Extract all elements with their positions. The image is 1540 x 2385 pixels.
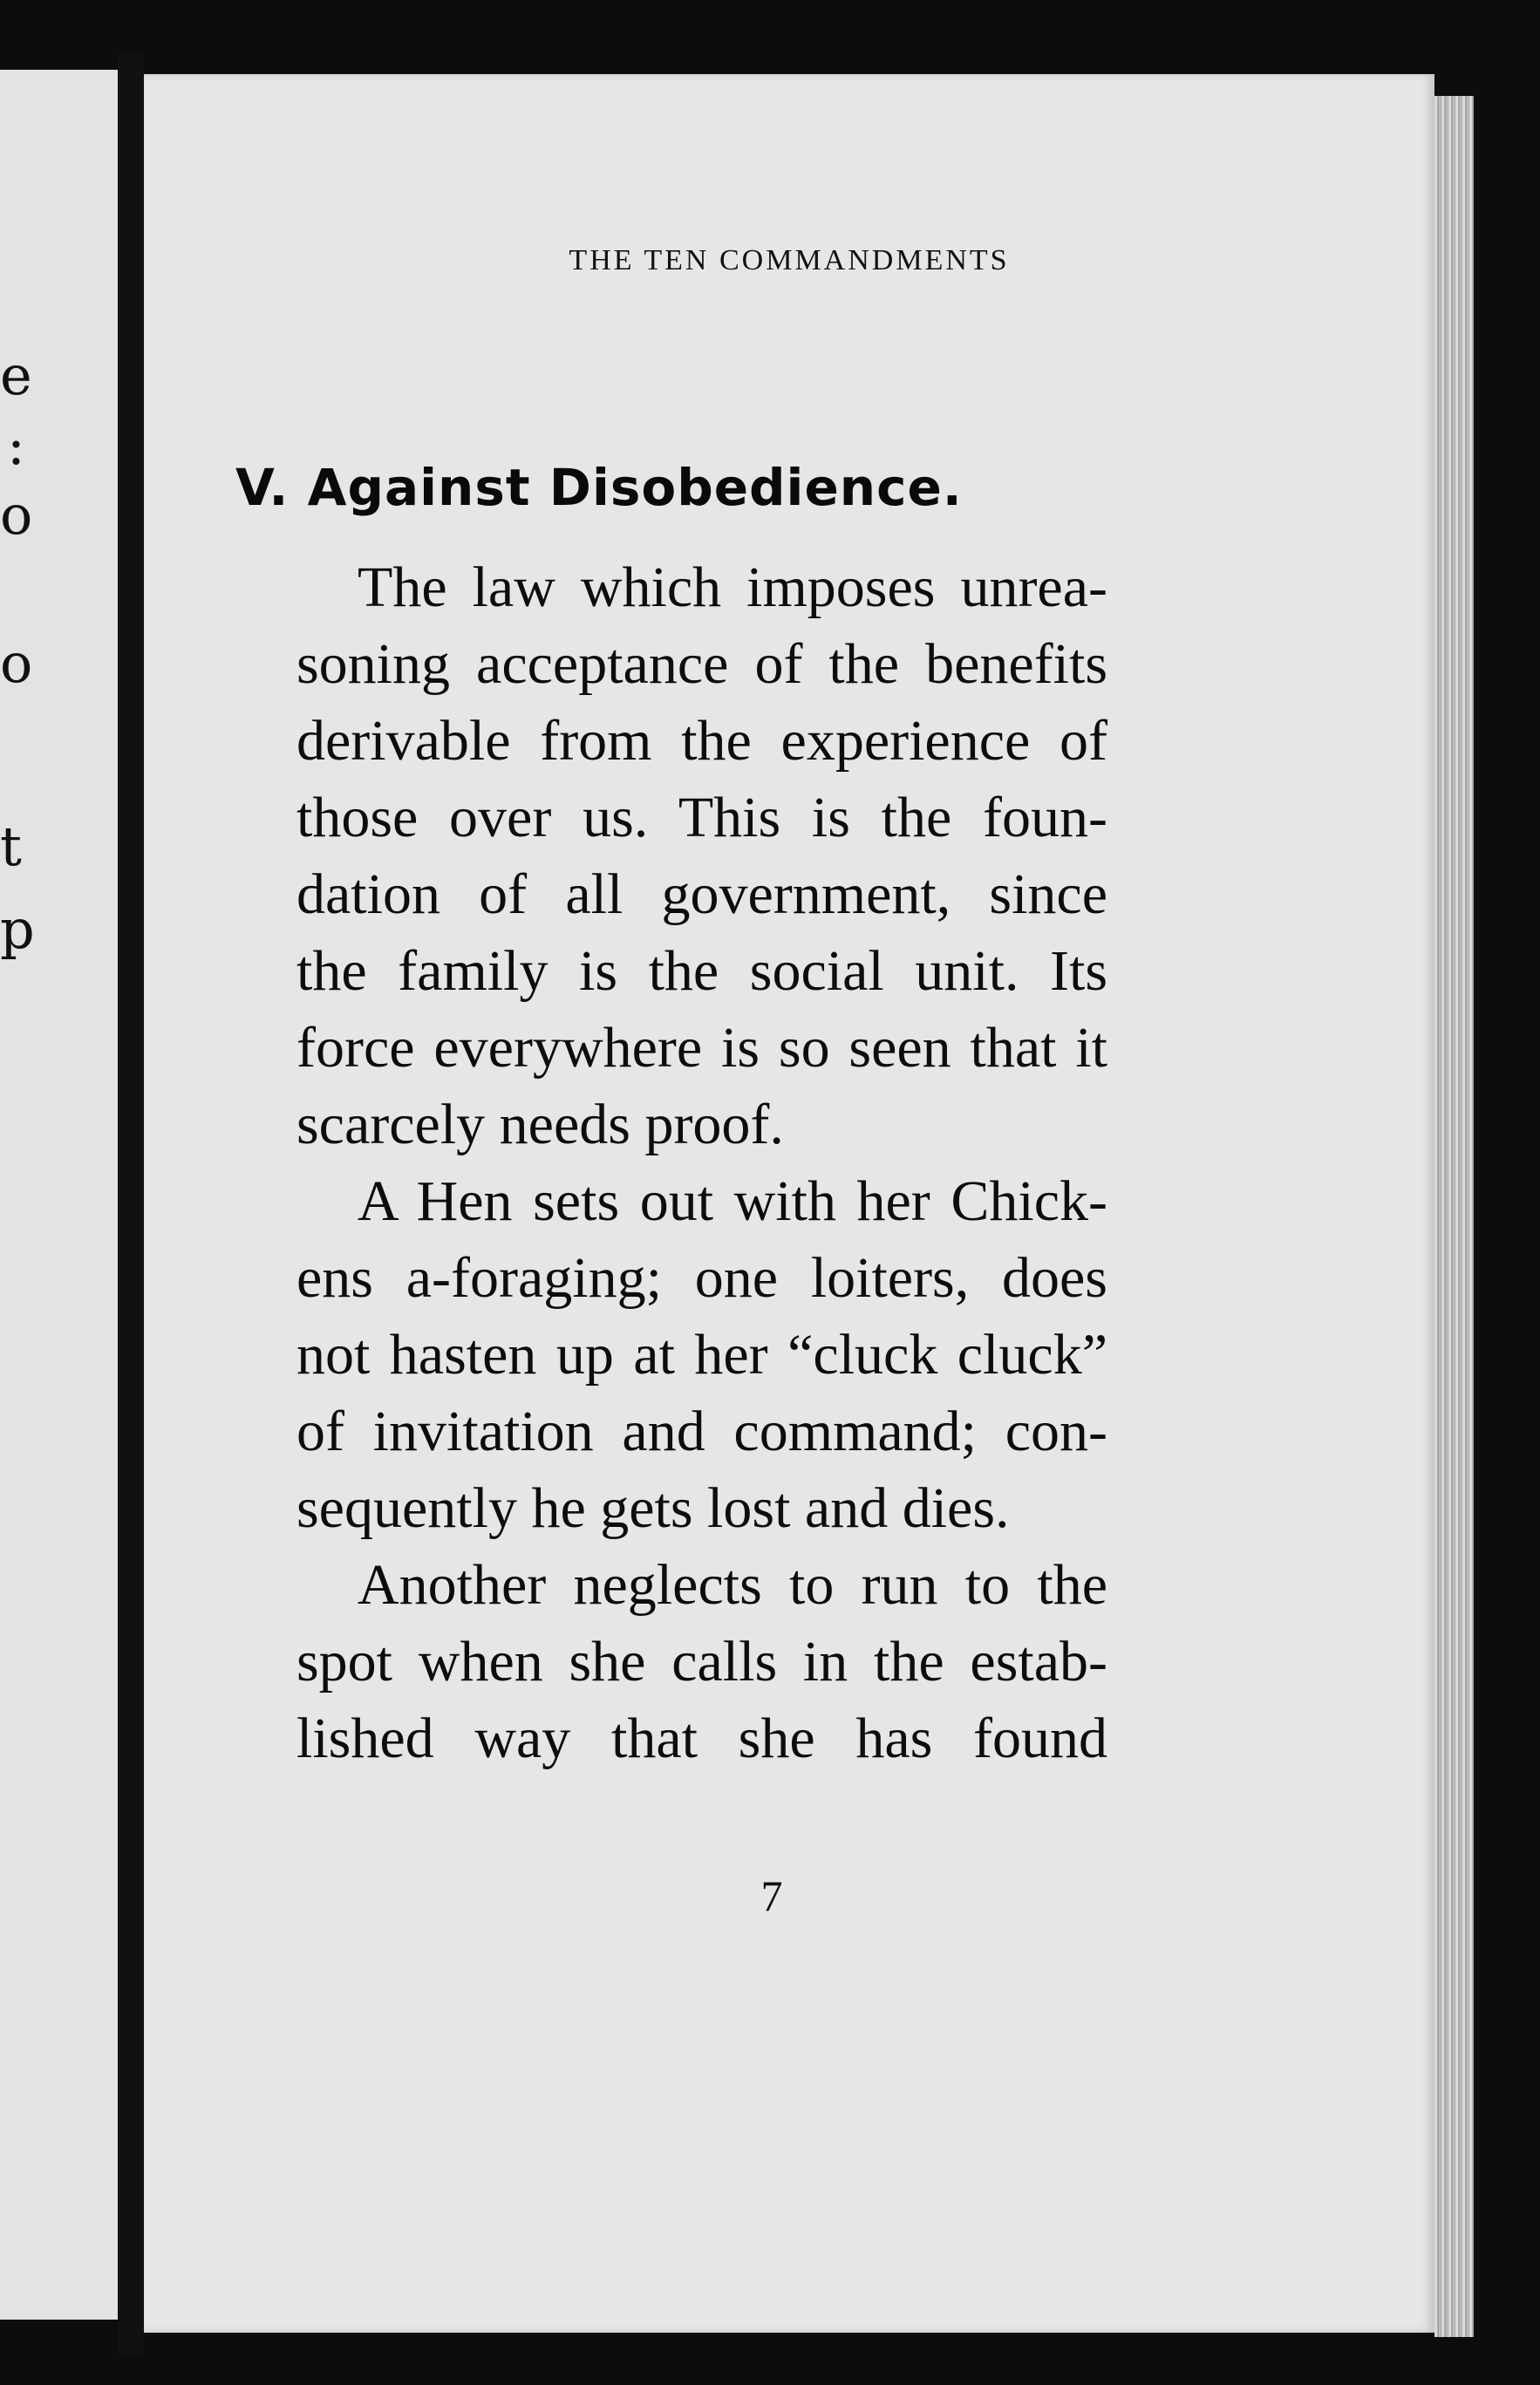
page-edge-stack: [1434, 96, 1474, 2337]
text-line: those over us. This is the foun-: [296, 786, 1107, 849]
text-line: Another neglects to run to the: [358, 1553, 1107, 1617]
fragment-letter: e: [0, 344, 32, 407]
text-line: A Hen sets out with her Chick-: [358, 1169, 1107, 1233]
text-line: the family is the social unit. Its: [296, 939, 1107, 1003]
text-line: The law which imposes unrea-: [358, 555, 1107, 619]
text-line: sequently he gets lost and dies.: [296, 1476, 1010, 1540]
book-gutter: [118, 52, 144, 2354]
section-heading: V. Against Disobedience.: [235, 458, 963, 517]
text-line: dation of all government, since: [296, 862, 1107, 926]
fragment-letter: p: [0, 897, 35, 961]
paragraph-1: [235, 549, 1107, 1163]
paragraph-3: [235, 1547, 1107, 1777]
text-line: of invitation and command; con-: [296, 1400, 1107, 1463]
text-line: not hasten up at her “cluck cluck”: [296, 1323, 1107, 1387]
text-line: ens a-foraging; one loiters, does: [296, 1246, 1107, 1310]
fragment-letter: o: [0, 631, 33, 695]
text-line: spot when she calls in the estab-: [296, 1630, 1107, 1693]
page-number: 7: [760, 1871, 783, 1920]
text-line: lished way that she has found: [296, 1707, 1107, 1770]
fragment-letter: o: [0, 483, 33, 547]
text-line: soning acceptance of the benefits: [296, 632, 1107, 696]
body-text: [235, 549, 1107, 1777]
paragraph-2: [235, 1163, 1107, 1547]
facing-page-fragments: [0, 70, 118, 2320]
text-line: derivable from the experience of: [296, 709, 1107, 773]
book-page: [144, 74, 1434, 2333]
text-line: scarcely needs proof.: [296, 1093, 784, 1156]
facing-page-left: [0, 70, 118, 2320]
text-line: force everywhere is so seen that it: [296, 1016, 1107, 1080]
fragment-letter: :: [7, 413, 25, 477]
fragment-letter: t: [0, 814, 22, 878]
running-head: THE TEN COMMANDMENTS: [569, 244, 1010, 276]
